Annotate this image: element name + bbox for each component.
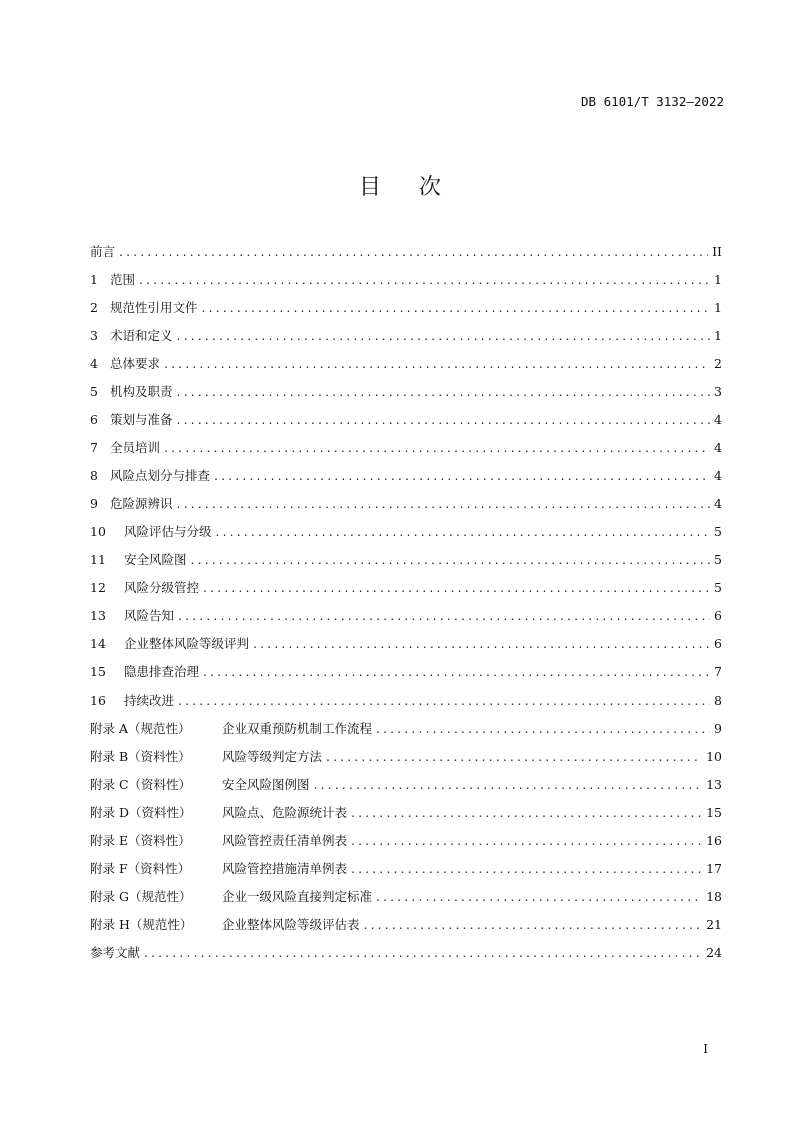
toc-page-number: 15 [706, 804, 722, 820]
section-number: 3 [90, 328, 98, 344]
toc-entry[interactable] [90, 410, 722, 438]
toc-title: 风险评估与分级 [124, 524, 212, 540]
toc-title: 风险分级管控 [124, 580, 200, 596]
toc-title: 隐患排查治理 [124, 664, 200, 680]
toc-title: 规范性引用文件 [110, 300, 198, 316]
toc-title: 安全风险图 [124, 552, 187, 568]
toc-entry[interactable] [90, 270, 722, 298]
toc-title: 术语和定义 [110, 328, 173, 344]
dot-leader [351, 861, 702, 876]
toc-title: 企业整体风险等级评判 [124, 636, 250, 652]
toc-page-number: II [712, 244, 722, 259]
toc-title: 机构及职责 [110, 384, 173, 400]
toc-title: 风险管控责任清单例表 [222, 832, 348, 848]
section-number: 5 [90, 384, 98, 400]
toc-page-number: 6 [714, 636, 722, 652]
toc-page-number: 4 [714, 412, 722, 428]
dot-leader [203, 664, 710, 679]
toc-page-number: 6 [714, 608, 722, 624]
dot-leader [326, 749, 702, 764]
section-number: 2 [90, 300, 98, 316]
toc-title: 前言 [90, 244, 116, 259]
toc-entry[interactable] [90, 915, 722, 943]
section-number: 11 [90, 552, 106, 568]
dot-leader [177, 384, 711, 399]
dot-leader [253, 636, 710, 651]
dot-leader [177, 496, 711, 511]
toc-title: 范围 [110, 272, 136, 288]
page-title: 目次 [358, 175, 479, 200]
toc-title: 持续改进 [124, 692, 175, 708]
page-number: I [703, 1042, 708, 1056]
appendix-label: 附录 A（规范性） [90, 720, 191, 736]
toc-entry[interactable] [90, 662, 722, 690]
toc-page-number: 4 [714, 496, 722, 512]
section-number: 8 [90, 468, 98, 484]
toc-page-number: 5 [714, 552, 722, 568]
dot-leader [164, 440, 710, 455]
section-number: 16 [90, 692, 106, 708]
dot-leader [202, 300, 711, 315]
toc-entry[interactable] [90, 522, 722, 550]
toc-entry[interactable] [90, 831, 722, 859]
toc-entry[interactable] [90, 494, 722, 522]
toc-entry[interactable] [90, 298, 722, 326]
toc-entry[interactable] [90, 943, 722, 971]
toc-title: 企业整体风险等级评估表 [222, 916, 360, 932]
toc-title: 参考文献 [90, 944, 141, 960]
toc-entry[interactable] [90, 326, 722, 354]
toc-page-number: 5 [714, 524, 722, 540]
dot-leader [178, 693, 710, 708]
toc-page-number: 1 [714, 300, 722, 316]
dot-leader [177, 328, 711, 343]
toc-page-number: 3 [714, 384, 722, 400]
toc-title: 风险管控措施清单例表 [222, 860, 348, 876]
toc-page-number: 16 [706, 832, 722, 848]
toc-page-number: 1 [714, 328, 722, 344]
toc-page-number: 1 [714, 272, 722, 288]
section-number: 9 [90, 496, 98, 512]
toc-entry[interactable] [90, 691, 722, 719]
section-number: 15 [90, 664, 106, 680]
dot-leader [216, 524, 711, 539]
toc-entry[interactable] [90, 634, 722, 662]
toc-entry[interactable] [90, 747, 722, 775]
toc-title: 企业一级风险直接判定标准 [222, 888, 373, 904]
toc-entry[interactable] [90, 606, 722, 634]
section-number: 7 [90, 440, 98, 456]
section-number: 13 [90, 608, 106, 624]
section-number: 1 [90, 272, 98, 288]
toc-title: 全员培训 [110, 440, 161, 456]
dot-leader [351, 833, 702, 848]
dot-leader [178, 608, 710, 623]
dot-leader [164, 356, 710, 371]
toc-title: 企业双重预防机制工作流程 [222, 720, 373, 736]
dot-leader [144, 945, 702, 960]
appendix-label: 附录 B（资料性） [90, 748, 191, 764]
toc-entry[interactable] [90, 438, 722, 466]
section-number: 6 [90, 412, 98, 428]
appendix-label: 附录 C（资料性） [90, 776, 192, 792]
toc-page-number: 18 [706, 888, 722, 904]
toc-page-number: 17 [706, 860, 722, 876]
section-number: 4 [90, 356, 98, 372]
toc-entry[interactable] [90, 859, 722, 887]
toc-page-number: 24 [706, 944, 722, 960]
toc-title: 危险源辨识 [110, 496, 173, 512]
toc-page-number: 4 [714, 440, 722, 456]
appendix-label: 附录 D（资料性） [90, 804, 192, 820]
toc-page-number: 9 [714, 720, 722, 736]
toc-title: 风险点划分与排查 [110, 468, 211, 484]
toc-entry[interactable] [90, 354, 722, 382]
toc-entry[interactable] [90, 803, 722, 831]
toc-entry[interactable] [90, 382, 722, 410]
dot-leader [191, 552, 711, 567]
toc-title: 风险告知 [124, 608, 175, 624]
toc-entry[interactable] [90, 242, 722, 270]
toc-page-number: 5 [714, 580, 722, 596]
dot-leader [203, 580, 710, 595]
toc-page-number: 7 [714, 664, 722, 680]
dot-leader [214, 468, 710, 483]
toc-page-number: 10 [706, 748, 722, 764]
appendix-label: 附录 F（资料性） [90, 860, 191, 876]
appendix-label: 附录 H（规范性） [90, 916, 193, 932]
toc-entry[interactable] [90, 466, 722, 494]
table-of-contents [90, 242, 722, 971]
dot-leader [376, 889, 702, 904]
dot-leader [351, 805, 702, 820]
toc-entry[interactable] [90, 550, 722, 578]
appendix-label: 附录 G（规范性） [90, 888, 192, 904]
toc-entry[interactable] [90, 719, 722, 747]
dot-leader [376, 721, 710, 736]
toc-title: 风险点、危险源统计表 [222, 804, 348, 820]
dot-leader [364, 917, 703, 932]
toc-entry[interactable] [90, 887, 722, 915]
dot-leader [177, 412, 711, 427]
toc-title: 安全风险图例图 [222, 776, 310, 792]
toc-page-number: 4 [714, 468, 722, 484]
toc-page-number: 8 [714, 692, 722, 708]
document-code: DB 6101/T 3132—2022 [581, 94, 724, 109]
dot-leader [314, 777, 703, 792]
toc-title: 总体要求 [110, 356, 161, 372]
section-number: 14 [90, 636, 106, 652]
toc-page-number: 13 [706, 776, 722, 792]
dot-leader [119, 244, 708, 259]
toc-entry[interactable] [90, 578, 722, 606]
dot-leader [139, 272, 710, 287]
section-number: 12 [90, 580, 106, 596]
toc-page-number: 2 [714, 356, 722, 372]
appendix-label: 附录 E（资料性） [90, 832, 191, 848]
toc-title: 风险等级判定方法 [222, 748, 323, 764]
toc-title: 策划与准备 [110, 412, 173, 428]
section-number: 10 [90, 524, 106, 540]
toc-entry[interactable] [90, 775, 722, 803]
toc-page-number: 21 [706, 916, 722, 932]
